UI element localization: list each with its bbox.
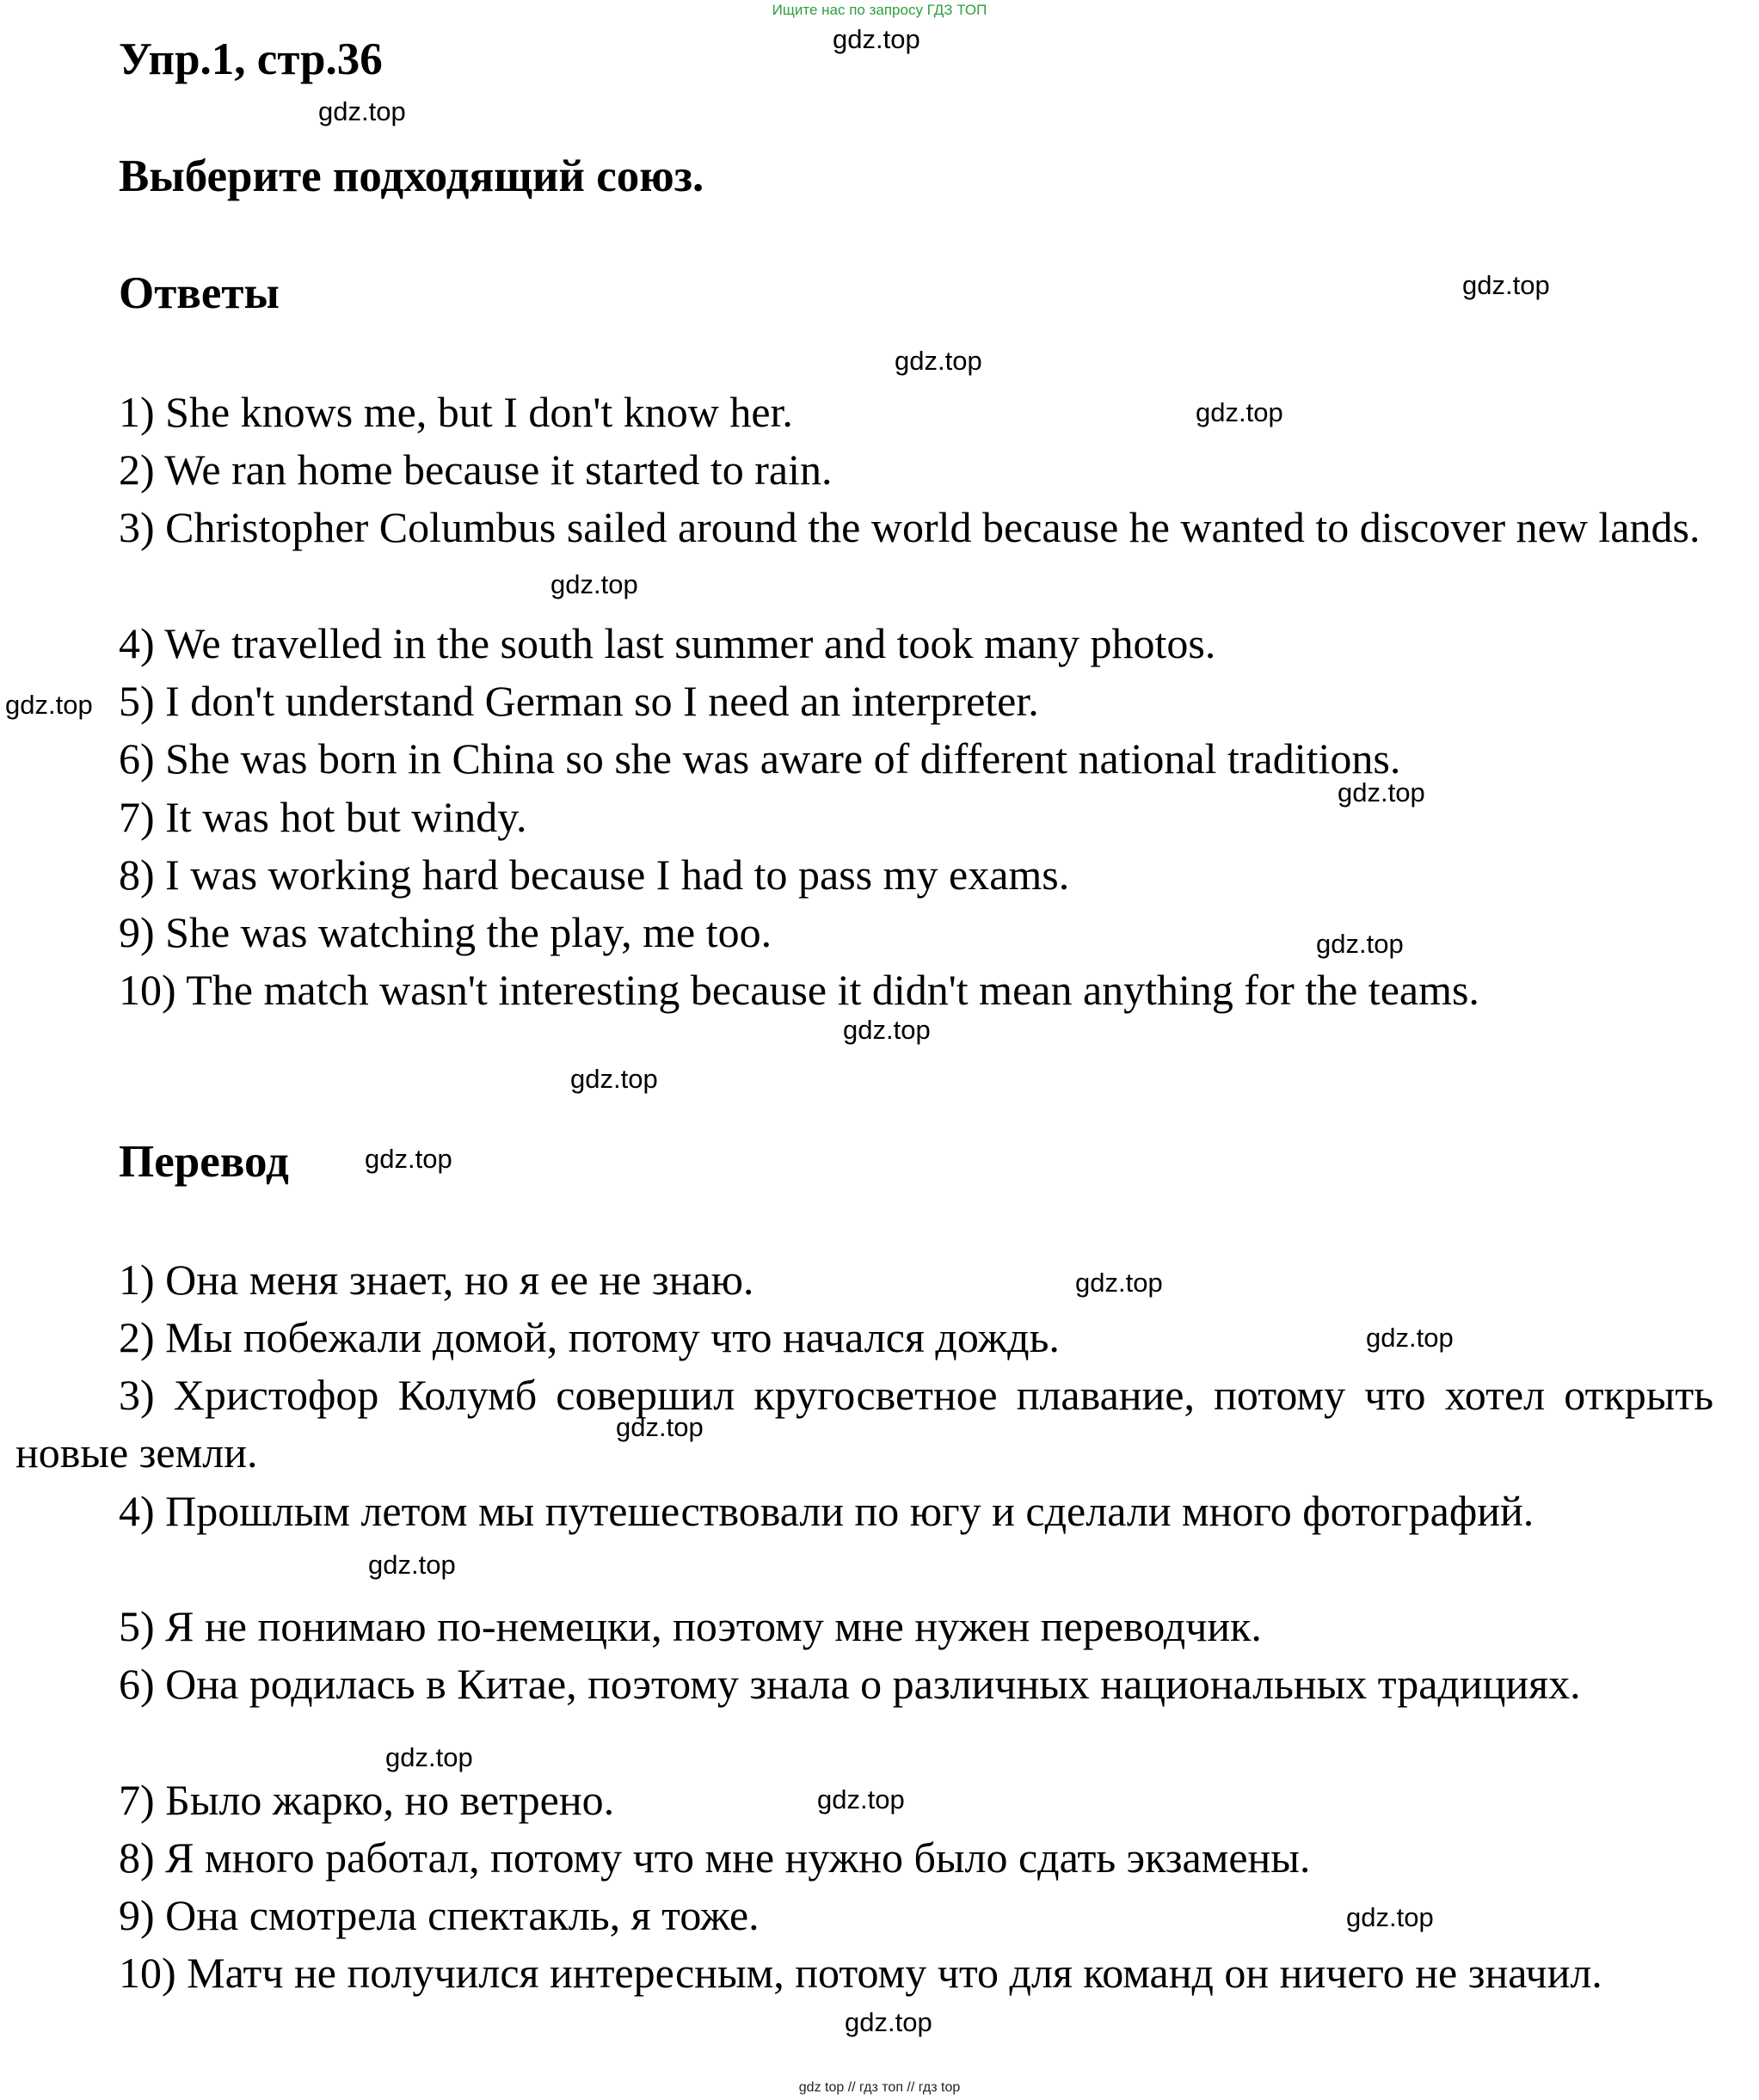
watermark: gdz.top [1462,270,1550,300]
answer-item: 6) She was born in China so she was aware of different national traditions. [119,734,1401,783]
answer-item: 10) The match wasn't interesting because it didn't mean anything for the teams. [119,966,1479,1014]
translation-item: 4) Прошлым летом мы путешествовали по югу и сделали много фотографий. [119,1487,1535,1535]
watermark: gdz.top [1338,777,1425,807]
footer-note: gdz top // гдз топ // гдз top [798,2080,961,2095]
watermark: gdz.top [616,1412,704,1442]
answer-item: 5) I don't understand German so I need an interpreter. [119,677,1039,725]
translation-item: 1) Она меня знает, но я ее не знаю. [119,1256,754,1304]
translation-item: 2) Мы побежали домой, потому что начался дождь. [119,1313,1060,1361]
watermark: gdz.top [1346,1902,1434,1932]
translation-item: 10) Матч не получился интересным, потому что для команд он ничего не значил. [119,1949,1602,1997]
task-instruction: Выберите подходящий союз. [119,151,704,201]
exercise-title: Упр.1, стр.36 [119,34,383,84]
watermark: gdz.top [833,24,920,54]
translation-heading: Перевод [119,1137,289,1187]
watermark: gdz.top [368,1550,456,1580]
answers-heading: Ответы [119,268,280,318]
watermark: gdz.top [1196,397,1283,427]
answer-item: 4) We travelled in the south last summer and took many photos. [119,619,1216,667]
watermark: gdz.top [845,2007,932,2037]
header-search-note: Ищите нас по запросу ГДЗ ТОП [772,2,987,18]
answer-item: 3) Christopher Columbus sailed around the world because he wanted to discover new lands. [119,503,1701,551]
translation-item: 6) Она родилась в Китае, поэтому знала о различных национальных традициях. [119,1660,1581,1708]
watermark: gdz.top [570,1064,658,1094]
answer-item: 7) It was hot but windy. [119,793,527,841]
translation-item: 7) Было жарко, но ветрено. [119,1776,615,1824]
watermark: gdz.top [1075,1268,1163,1298]
watermark: gdz.top [385,1742,473,1772]
translation-item: 5) Я не понимаю по-немецки, поэтому мне нужен переводчик. [119,1602,1262,1650]
answer-item: 2) We ran home because it started to rain. [119,445,833,494]
answer-item: 8) I was working hard because I had to pass my exams. [119,850,1070,899]
watermark: gdz.top [817,1784,905,1814]
watermark: gdz.top [365,1144,452,1174]
watermark: gdz.top [550,569,638,599]
watermark: gdz.top [1366,1323,1454,1353]
answer-item: 1) She knows me, but I don't know her. [119,388,793,436]
watermark: gdz.top [318,96,406,126]
translation-item: 3) Христофор Колумб совершил кругосветное плавание, потому что хотел открыть новые земли. [15,1371,1713,1477]
answer-item: 9) She was watching the play, me too. [119,908,772,956]
watermark: gdz.top [5,690,93,720]
watermark: gdz.top [843,1015,931,1045]
translation-item: 9) Она смотрела спектакль, я тоже. [119,1891,760,1939]
watermark: gdz.top [1316,929,1404,959]
translation-item: 8) Я много работал, потому что мне нужно было сдать экзамены. [119,1833,1311,1882]
watermark: gdz.top [895,346,982,376]
